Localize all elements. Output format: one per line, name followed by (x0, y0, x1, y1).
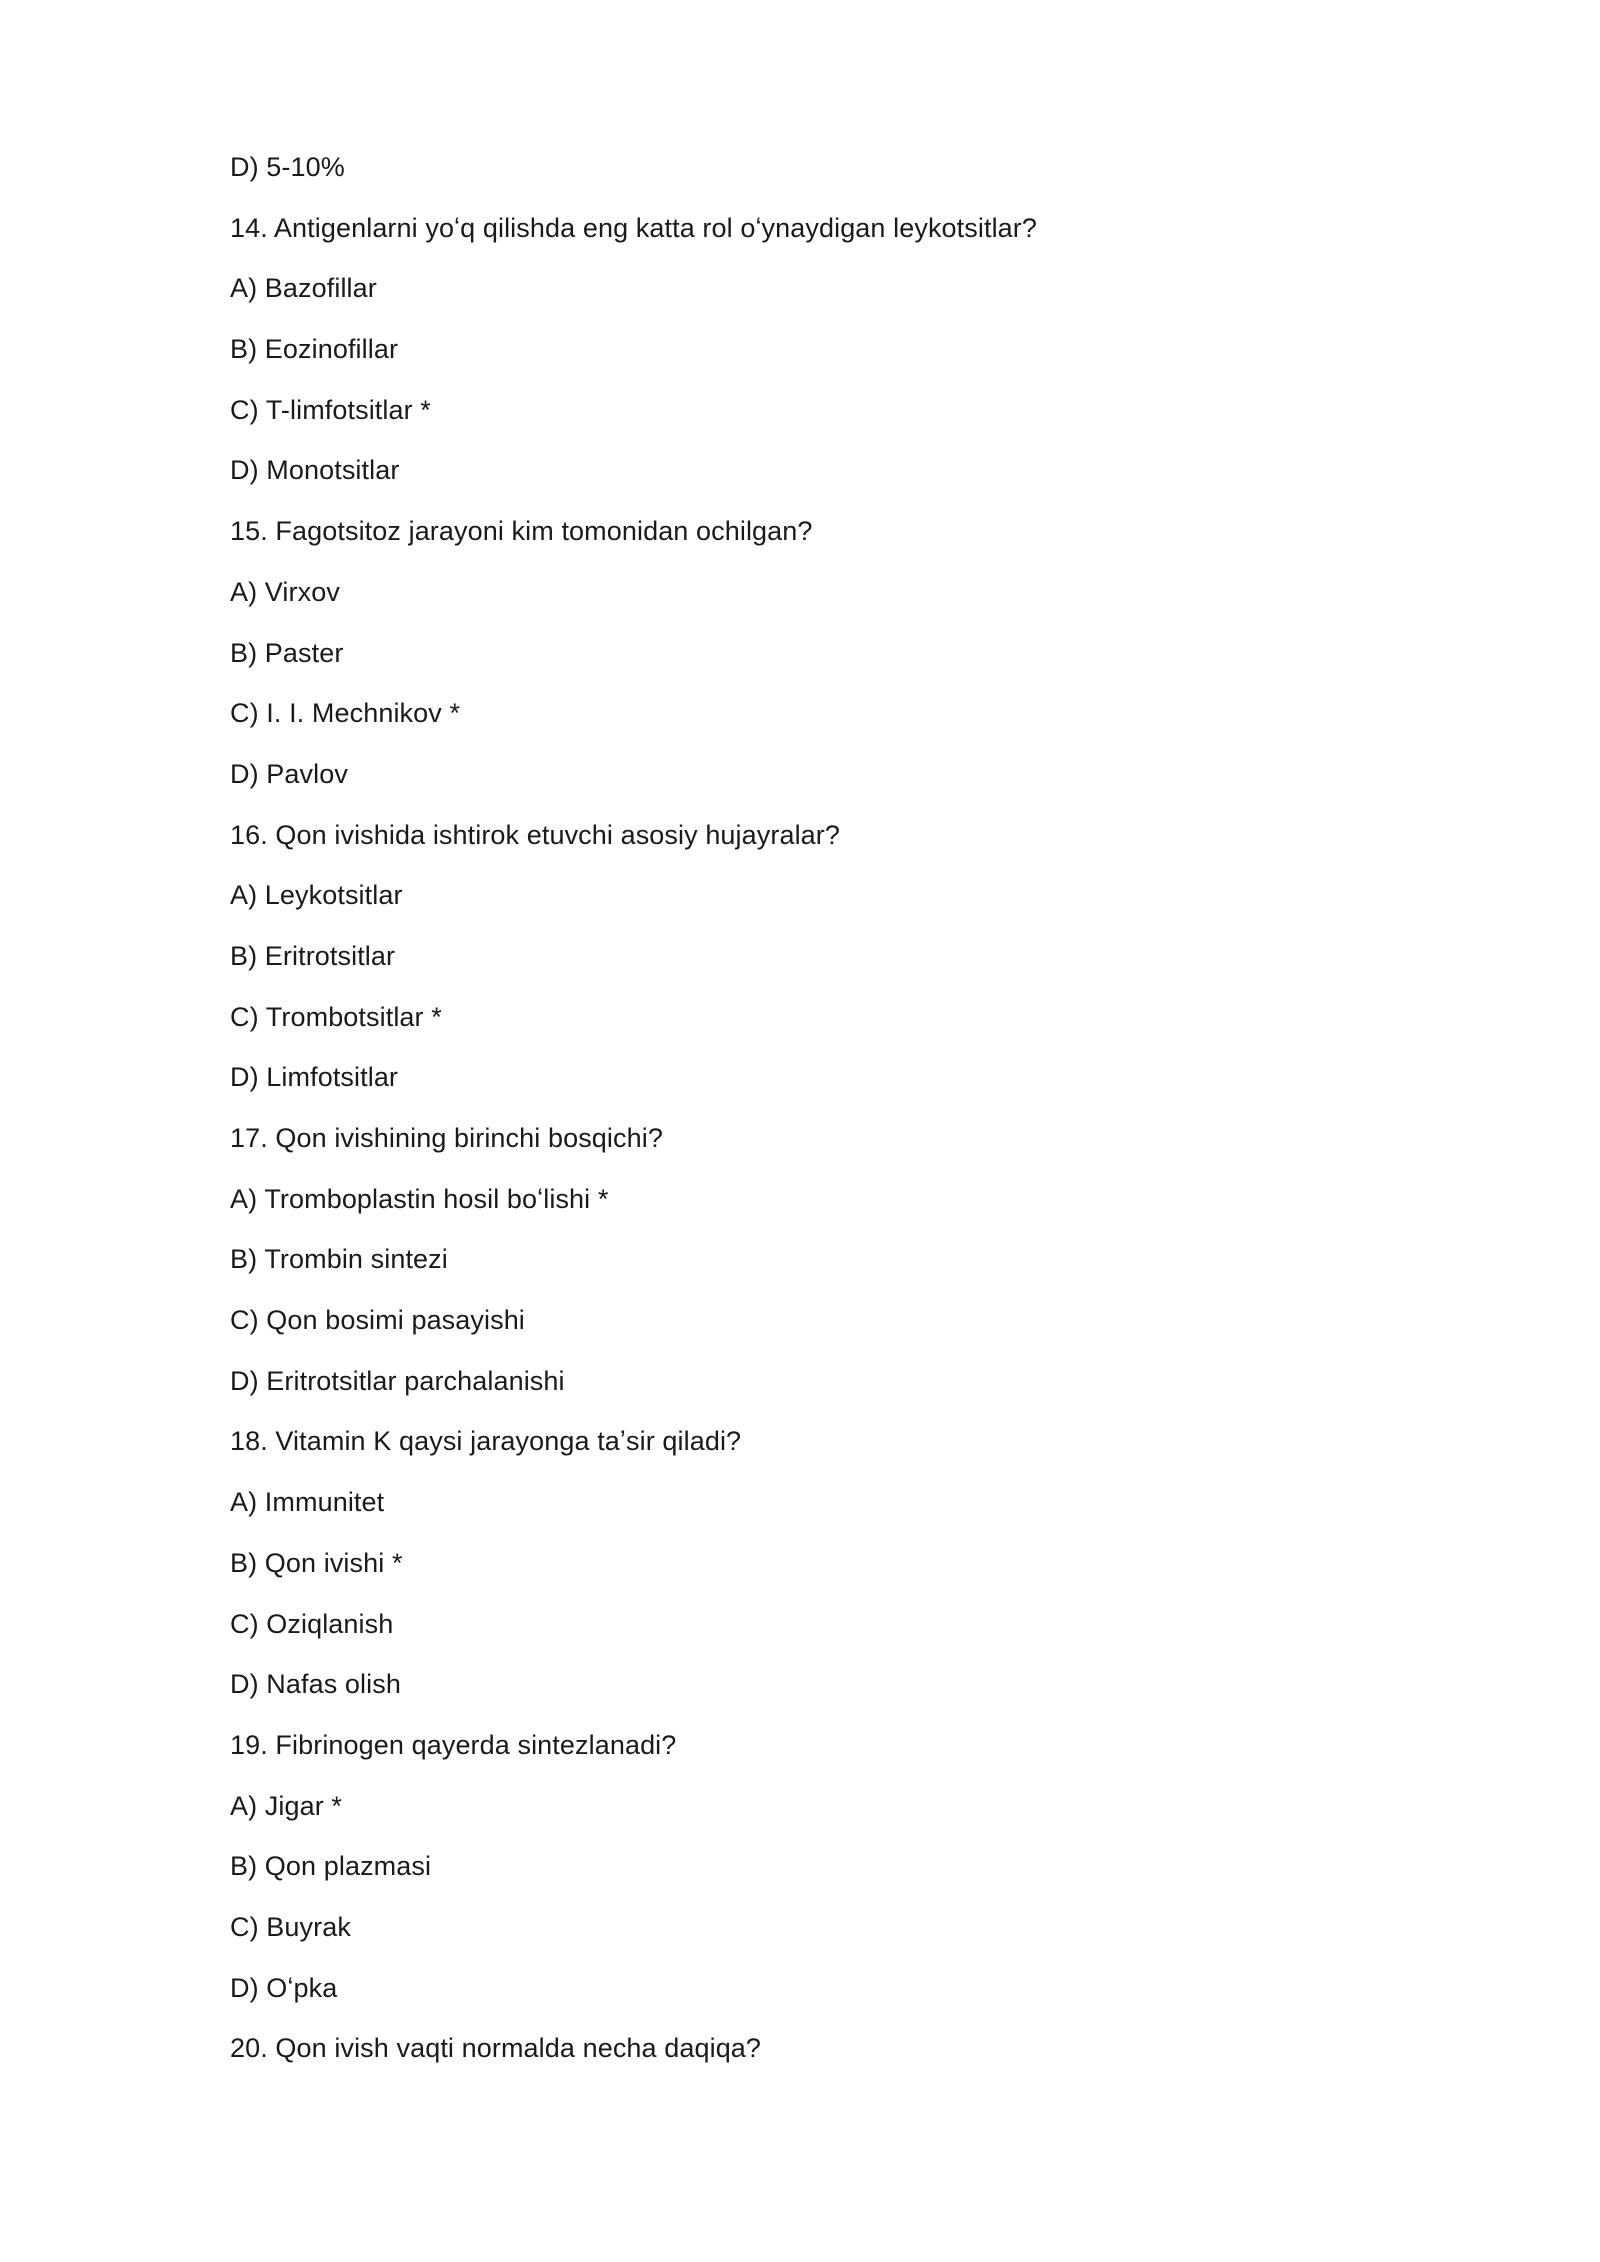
answer-option-a-17: A) Tromboplastin hosil boʻlishi * (230, 1183, 609, 1214)
answer-option-d-14: D) Monotsitlar (230, 455, 400, 486)
answer-option-d-15: D) Pavlov (230, 758, 348, 789)
answer-option-b-16: B) Eritrotsitlar (230, 940, 396, 971)
question-17: 17. Qon ivishining birinchi bosqichi? (230, 1123, 663, 1153)
answer-option-d-13: D) 5-10% (230, 152, 345, 182)
answer-option-b-19: B) Qon plazmasi (230, 1851, 432, 1882)
answer-option-b-18: B) Qon ivishi * (230, 1547, 403, 1578)
answer-option-c-16: C) Trombotsitlar * (230, 1001, 442, 1032)
answer-option-c-17: C) Qon bosimi pasayishi (230, 1305, 525, 1336)
answer-option-b-17: B) Trombin sintezi (230, 1244, 448, 1275)
answer-option-c-15: C) I. I. Mechnikov * (230, 698, 461, 729)
answer-option-a-18: A) Immunitet (230, 1487, 385, 1518)
answer-option-c-19: C) Buyrak (230, 1911, 351, 1942)
question-16: 16. Qon ivishida ishtirok etuvchi asosiy hujayralar? (230, 819, 840, 850)
answer-option-a-15: A) Virxov (230, 576, 340, 607)
answer-option-d-18: D) Nafas olish (230, 1669, 401, 1700)
answer-option-a-19: A) Jigar * (230, 1790, 343, 1821)
answer-option-a-14: A) Bazofillar (230, 273, 377, 304)
answer-option-b-14: B) Eozinofillar (230, 334, 399, 365)
question-14: 14. Antigenlarni yoʻq qilishda eng katta rol oʻynaydigan leykotsitlar? (230, 212, 1037, 243)
answer-option-a-16: A) Leykotsitlar (230, 880, 403, 911)
answer-option-d-16: D) Limfotsitlar (230, 1062, 399, 1093)
answer-option-d-17: D) Eritrotsitlar parchalanishi (230, 1365, 565, 1396)
question-15: 15. Fagotsitoz jarayoni kim tomonidan ochilgan? (230, 516, 813, 547)
question-19: 19. Fibrinogen qayerda sintezlanadi? (230, 1729, 677, 1760)
answer-option-d-19: D) Oʻpka (230, 1972, 338, 2003)
answer-option-c-14: C) T-limfotsitlar * (230, 394, 431, 425)
answer-option-c-18: C) Oziqlanish (230, 1608, 394, 1639)
question-18: 18. Vitamin K qaysi jarayonga taʼsir qiladi? (230, 1426, 742, 1457)
answer-option-b-15: B) Paster (230, 637, 344, 668)
question-20: 20. Qon ivish vaqti normalda necha daqiqa? (230, 2033, 762, 2064)
